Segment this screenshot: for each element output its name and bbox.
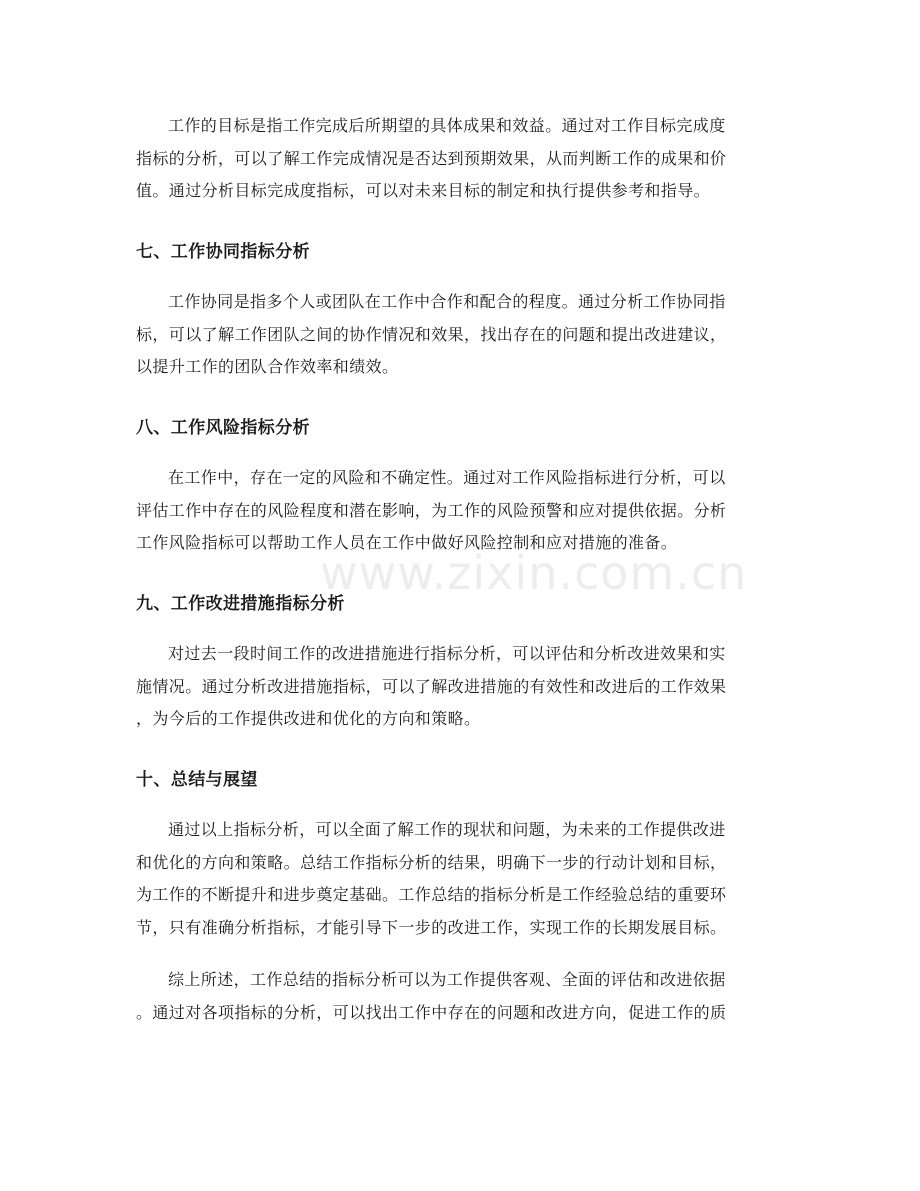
paragraph-line: 值。通过分析目标完成度指标，可以对未来目标的制定和执行提供参考和指导。: [136, 181, 711, 200]
paragraph-line: 综上所述，工作总结的指标分析可以为工作提供客观、全面的评估和改进依据: [168, 970, 726, 989]
paragraph-line: 施情况。通过分析改进措施指标，可以了解改进措施的有效性和改进后的工作效果: [136, 676, 727, 696]
paragraph-line: 对过去一段时间工作的改进措施进行指标分析，可以评估和分析改进效果和实: [168, 644, 726, 663]
paragraph-line: 通过以上指标分析，可以全面了解工作的现状和问题，为未来的工作提供改进: [168, 820, 726, 839]
paragraph-line: 指标的分析，可以了解工作完成情况是否达到预期效果，从而判断工作的成果和价: [136, 148, 727, 168]
section-heading: 八、工作风险指标分析: [136, 417, 310, 438]
paragraph-line: 。通过对各项指标的分析，可以找出工作中存在的问题和改进方向，促进工作的质: [136, 1002, 727, 1022]
paragraph-line: ，为今后的工作提供改进和优化的方向和策略。: [136, 709, 481, 728]
paragraph-line: 在工作中，存在一定的风险和不确定性。通过对工作风险指标进行分析，可以: [168, 468, 726, 487]
section-heading: 七、工作协同指标分析: [136, 241, 310, 262]
section-heading: 十、总结与展望: [136, 769, 258, 790]
paragraph-line: 为工作的不断提升和进步奠定基础。工作总结的指标分析是工作经验总结的重要环: [136, 885, 727, 904]
paragraph-line: 以提升工作的团队合作效率和绩效。: [136, 357, 399, 376]
section-heading: 九、工作改进措施指标分析: [136, 593, 345, 614]
paragraph-line: 工作风险指标可以帮助工作人员在工作中做好风险控制和应对措施的准备。: [136, 533, 678, 552]
paragraph-line: 标，可以了解工作团队之间的协作情况和效果，找出存在的问题和提出改进建议，: [136, 324, 727, 344]
paragraph-line: 评估工作中存在的风险程度和潜在影响，为工作的风险预警和应对提供依据。分析: [136, 500, 727, 520]
paragraph-line: 工作协同是指多个人或团队在工作中合作和配合的程度。通过分析工作协同指: [168, 292, 726, 311]
watermark: www.zixin.com.cn: [320, 546, 748, 600]
paragraph-line: 和优化的方向和策略。总结工作指标分析的结果，明确下一步的行动计划和目标，: [136, 852, 727, 872]
paragraph-line: 节，只有准确分析指标，才能引导下一步的改进工作，实现工作的长期发展目标。: [136, 917, 727, 937]
paragraph-line: 工作的目标是指工作完成后所期望的具体成果和效益。通过对工作目标完成度: [168, 116, 726, 135]
